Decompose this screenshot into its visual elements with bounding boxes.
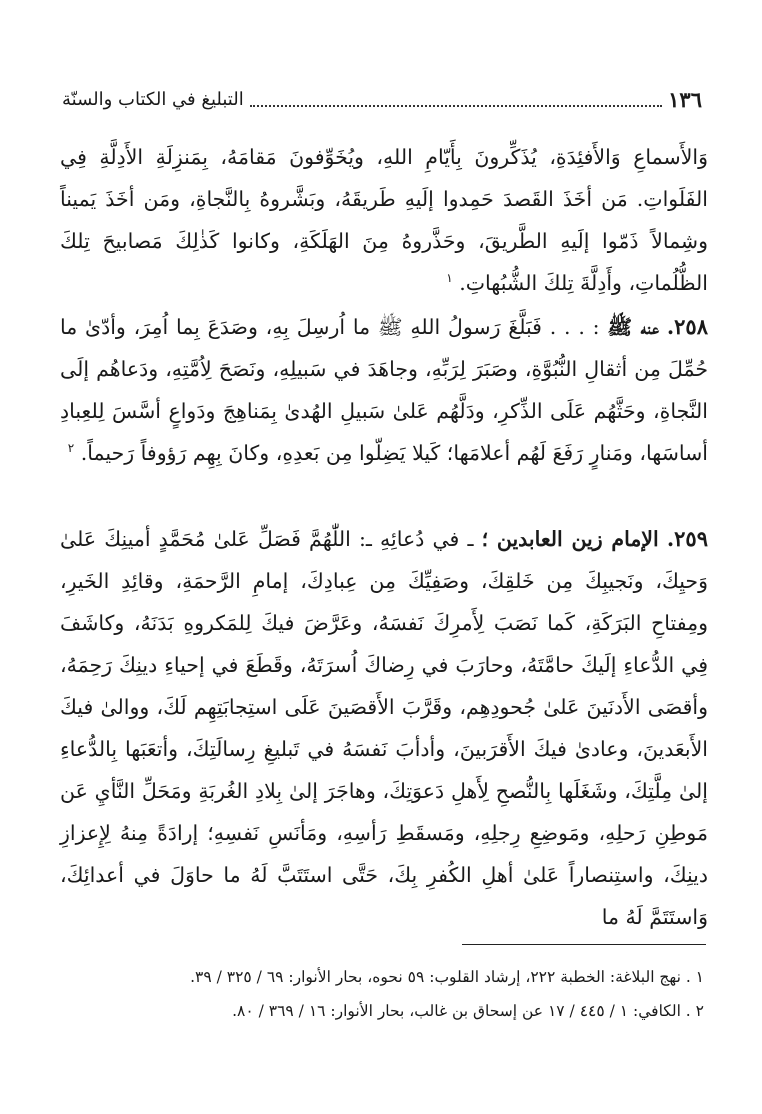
paragraph-text: وَالأَسماعِ وَالأَفئِدَةِ، يُذَكِّرونَ بِأَيّامِ اللهِ، ويُخَوِّفونَ مَقامَهُ، بِمَنزِلَةِ الأَدِلَّةِ فِي الفَلَواتِ. مَن أخَذَ القَصدَ حَمِدوا إلَيهِ طَريقَهُ، وبَشَّروهُ بِالنَّجاةِ، ومَن أخَذَ يَميناً وشِمالاً ذَمّوا إلَيهِ الطَّريقَ، وحَذَّروهُ مِنَ الهَلَكَةِ، وكانوا كَذٰلِكَ مَصابيحَ تِلكَ الظُّلُماتِ، وأَدِلَّةَ تِلكَ الشُّبُهاتِ.	[60, 145, 708, 295]
hadith-speaker: عنه ﷺ	[607, 315, 660, 339]
hadith-text: : . . . فَبَلَّغَ رَسولُ اللهِ ﷺ ما اُرسِلَ بِهِ، وصَدَعَ بِما اُمِرَ، وأدّىٰ ما حُمِّلَ مِن أثقالِ النُّبُوَّةِ، وصَبَرَ لِرَبِّهِ، وجاهَدَ في سَبيلِهِ، ونَصَحَ لِاُمَّتِهِ، ودَعاهُم إلَى النَّجاةِ، وحَثَّهُم عَلَى الذِّكرِ، ودَلَّهُم عَلىٰ سَبيلِ الهُدىٰ بِمَناهِجَ ودَواعٍ أسَّسَ لِلعِبادِ أساسَها، ومَنارٍ رَفَعَ لَهُم أعلامَها؛ كَيلا يَضِلّوا مِن بَعدِهِ، وكانَ بِهِم رَؤوفاً رَحيماً.	[60, 315, 708, 465]
hadith-number: ٢٥٨.	[666, 314, 708, 339]
hadith-258	[60, 306, 708, 474]
footnote-reference: ٢	[67, 441, 75, 456]
footnote-divider	[462, 944, 706, 945]
dotted-leader	[250, 104, 662, 107]
footnote-reference: ١	[446, 271, 453, 286]
page-header	[62, 86, 702, 112]
page-number: ١٣٦	[668, 87, 702, 112]
hadith-number: ٢٥٩.	[666, 526, 708, 551]
hadith-259	[60, 518, 708, 938]
running-title: التبليغ في الكتاب والسنّة	[62, 89, 244, 110]
hadith-speaker: الإمام زين العابدين ؛	[481, 527, 659, 551]
paragraph-continuation	[60, 136, 708, 304]
footnotes	[64, 960, 704, 1028]
hadith-text: ـ في دُعائِهِ ـ: اللّٰهُمَّ فَصَلِّ عَلىٰ مُحَمَّدٍ أمينِكَ عَلىٰ وَحيِكَ، ونَجيبِكَ مِن خَلقِكَ، وصَفِيِّكَ مِن عِبادِكَ، إمامِ الرَّحمَةِ، وقائِدِ الخَيرِ، ومِفتاحِ البَرَكَةِ، كَما نَصَبَ لِأَمرِكَ نَفسَهُ، وعَرَّضَ فيكَ لِلمَكروهِ بَدَنَهُ، وكاشَفَ فِي الدُّعاءِ إلَيكَ حامَّتَهُ، وحارَبَ في رِضاكَ اُسرَتَهُ، وقَطَعَ في إحياءِ دينِكَ رَحِمَهُ، وأقصَى الأَدنَينَ عَلىٰ جُحودِهِم، وقَرَّبَ الأَقصَينَ عَلَى استِجابَتِهِم لَكَ، ووالىٰ فيكَ الأَبعَدينَ، وعادىٰ فيكَ الأَقرَبينَ، وأدأبَ نَفسَهُ في تَبليغِ رِسالَتِكَ، وأتعَبَها بِالدُّعاءِ إلىٰ مِلَّتِكَ، وشَغَلَها بِالنُّصحِ لِأَهلِ دَعوَتِكَ، وهاجَرَ إلىٰ بِلادِ الغُربَةِ ومَحَلِّ النَّأيِ عَن مَوطِنِ رَحلِهِ، ومَوضِعِ رِجلِهِ، ومَسقَطِ رَأسِهِ، ومَأنَسِ نَفسِهِ؛ إرادَةً مِنهُ لِإِعزازِ دينِكَ، واستِنصاراً عَلىٰ أهلِ الكُفرِ بِكَ، حَتَّى استَتَبَّ لَهُ ما حاوَلَ في أعدائِكَ، وَاستَتَمَّ لَهُ ما	[60, 527, 708, 929]
footnote-2: ٢ . الكافي: ١ / ٤٤٥ / ١٧ عن إسحاق بن غالب، بحار الأنوار: ١٦ / ٣٦٩ / ٨٠.	[232, 1002, 704, 1020]
footnote-1: ١ . نهج البلاغة: الخطبة ٢٢٢، إرشاد القلوب: ٥٩ نحوه، بحار الأنوار: ٦٩ / ٣٢٥ / ٣٩.	[190, 968, 704, 986]
